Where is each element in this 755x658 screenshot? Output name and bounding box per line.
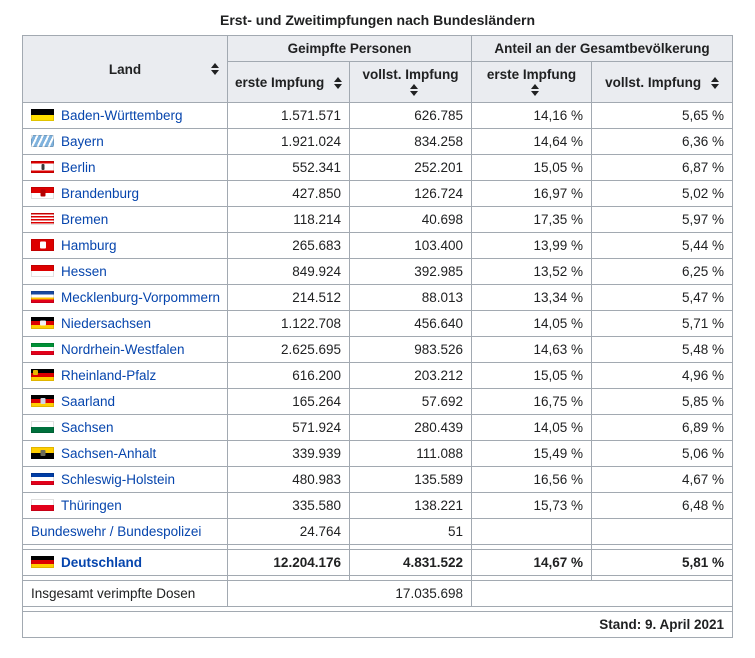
flag-icon bbox=[31, 317, 54, 329]
flag-emblem bbox=[40, 242, 46, 249]
flag-emblem bbox=[41, 164, 44, 170]
land-cell bbox=[23, 519, 228, 545]
flag-icon bbox=[31, 161, 54, 173]
land-cell bbox=[23, 415, 228, 441]
sort-icon bbox=[211, 63, 219, 75]
flag-icon bbox=[31, 421, 54, 433]
land-cell bbox=[23, 493, 228, 519]
erste-impfung-cell: 24.764 bbox=[228, 519, 350, 545]
land-cell bbox=[23, 155, 228, 181]
anteil-vollst-impfung-cell: 4,96 % bbox=[592, 363, 733, 389]
footer-row bbox=[23, 612, 733, 638]
anteil-vollst-impfung-cell: 5,81 % bbox=[592, 550, 733, 576]
anteil-vollst-impfung-cell: 5,48 % bbox=[592, 337, 733, 363]
doses-label: Insgesamt verimpfte Dosen bbox=[23, 581, 228, 607]
land-cell bbox=[23, 363, 228, 389]
table-row bbox=[23, 311, 733, 337]
land-cell bbox=[23, 337, 228, 363]
erste-impfung-cell: 265.683 bbox=[228, 233, 350, 259]
table-row bbox=[23, 363, 733, 389]
flag-emblem bbox=[40, 190, 45, 197]
anteil-erste-impfung-cell: 16,56 % bbox=[472, 467, 592, 493]
erste-impfung-cell: 1.571.571 bbox=[228, 103, 350, 129]
erste-impfung-cell: 427.850 bbox=[228, 181, 350, 207]
anteil-vollst-impfung-cell: 5,97 % bbox=[592, 207, 733, 233]
land-cell bbox=[23, 441, 228, 467]
column-header-erste-impfung-personen[interactable]: erste Impfung bbox=[228, 62, 350, 103]
flag-icon bbox=[31, 239, 54, 251]
anteil-vollst-impfung-cell: 5,06 % bbox=[592, 441, 733, 467]
erste-impfung-cell: 214.512 bbox=[228, 285, 350, 311]
land-cell bbox=[23, 389, 228, 415]
anteil-erste-impfung-cell: 14,05 % bbox=[472, 415, 592, 441]
doses-row bbox=[23, 581, 733, 607]
anteil-vollst-impfung-cell: 6,25 % bbox=[592, 259, 733, 285]
erste-impfung-cell: 849.924 bbox=[228, 259, 350, 285]
table-row bbox=[23, 441, 733, 467]
doses-value: 17.035.698 bbox=[228, 581, 472, 607]
vollst-impfung-cell: 392.985 bbox=[350, 259, 472, 285]
erste-impfung-cell: 480.983 bbox=[228, 467, 350, 493]
anteil-erste-impfung-cell: 13,34 % bbox=[472, 285, 592, 311]
vollst-impfung-cell: 138.221 bbox=[350, 493, 472, 519]
vollst-impfung-cell: 252.201 bbox=[350, 155, 472, 181]
column-header-land-label: Land bbox=[108, 61, 142, 77]
germany-flag-icon bbox=[31, 556, 54, 568]
vollst-impfung-cell: 626.785 bbox=[350, 103, 472, 129]
table-row bbox=[23, 337, 733, 363]
table-row bbox=[23, 207, 733, 233]
land-cell bbox=[23, 550, 228, 576]
anteil-erste-impfung-cell: 14,64 % bbox=[472, 129, 592, 155]
land-cell bbox=[23, 207, 228, 233]
anteil-erste-impfung-cell: 14,63 % bbox=[472, 337, 592, 363]
flag-icon bbox=[31, 135, 54, 147]
anteil-vollst-impfung-cell: 5,65 % bbox=[592, 103, 733, 129]
vollst-impfung-cell: 40.698 bbox=[350, 207, 472, 233]
erste-impfung-cell: 2.625.695 bbox=[228, 337, 350, 363]
column-header-erste-impfung-anteil[interactable]: erste Impfung bbox=[472, 62, 592, 103]
flag-icon bbox=[31, 395, 54, 407]
state-link[interactable]: Hamburg bbox=[61, 238, 117, 253]
erste-impfung-cell: 1.921.024 bbox=[228, 129, 350, 155]
anteil-erste-impfung-cell: 15,73 % bbox=[472, 493, 592, 519]
anteil-vollst-impfung-cell: 5,44 % bbox=[592, 233, 733, 259]
vaccination-table bbox=[22, 35, 733, 638]
state-link[interactable]: Bremen bbox=[61, 212, 109, 227]
flag-icon bbox=[31, 499, 54, 511]
anteil-vollst-impfung-cell: 5,02 % bbox=[592, 181, 733, 207]
state-link[interactable]: Schleswig-Holstein bbox=[61, 472, 176, 487]
state-link[interactable]: Sachsen bbox=[61, 420, 114, 435]
column-header-vollst-impfung-personen[interactable]: vollst. Impfung bbox=[350, 62, 472, 103]
anteil-erste-impfung-cell: 15,05 % bbox=[472, 155, 592, 181]
doses-empty-cell bbox=[472, 581, 733, 607]
anteil-vollst-impfung-cell: 4,67 % bbox=[592, 467, 733, 493]
stand-date: Stand: 9. April 2021 bbox=[23, 612, 733, 638]
erste-impfung-cell: 616.200 bbox=[228, 363, 350, 389]
vollst-impfung-cell: 834.258 bbox=[350, 129, 472, 155]
land-cell bbox=[23, 233, 228, 259]
vollst-impfung-cell: 456.640 bbox=[350, 311, 472, 337]
erste-impfung-cell: 335.580 bbox=[228, 493, 350, 519]
anteil-erste-impfung-cell: 16,75 % bbox=[472, 389, 592, 415]
anteil-vollst-impfung-cell: 5,85 % bbox=[592, 389, 733, 415]
land-cell bbox=[23, 285, 228, 311]
sort-icon bbox=[711, 77, 719, 89]
anteil-erste-impfung-cell: 17,35 % bbox=[472, 207, 592, 233]
state-link[interactable]: Mecklenburg-Vorpommern bbox=[61, 290, 221, 305]
state-link[interactable]: Rheinland-Pfalz bbox=[61, 368, 157, 383]
anteil-erste-impfung-cell: 16,97 % bbox=[472, 181, 592, 207]
state-link[interactable]: Saarland bbox=[61, 394, 116, 409]
vollst-impfung-cell: 57.692 bbox=[350, 389, 472, 415]
anteil-vollst-impfung-cell bbox=[592, 519, 733, 545]
flag-icon bbox=[31, 213, 54, 225]
table-row bbox=[23, 181, 733, 207]
land-cell bbox=[23, 467, 228, 493]
flag-emblem bbox=[40, 321, 46, 326]
erste-impfung-cell: 165.264 bbox=[228, 389, 350, 415]
erste-impfung-cell: 339.939 bbox=[228, 441, 350, 467]
vollst-impfung-cell: 203.212 bbox=[350, 363, 472, 389]
vollst-impfung-cell: 126.724 bbox=[350, 181, 472, 207]
table-row bbox=[23, 103, 733, 129]
table-title: Erst- und Zweitimpfungen nach Bundesländern bbox=[219, 12, 535, 28]
state-link[interactable]: Niedersachsen bbox=[61, 316, 152, 331]
state-link[interactable]: Berlin bbox=[61, 160, 96, 175]
vollst-impfung-cell: 111.088 bbox=[350, 441, 472, 467]
anteil-erste-impfung-cell: 14,16 % bbox=[472, 103, 592, 129]
sort-icon bbox=[334, 77, 342, 89]
table-row bbox=[23, 259, 733, 285]
flag-icon bbox=[31, 343, 54, 355]
column-group-anteil-gesamtbevoelkerung: Anteil an der Gesamtbevölkerung bbox=[472, 36, 733, 62]
anteil-erste-impfung-cell: 15,49 % bbox=[472, 441, 592, 467]
land-cell bbox=[23, 181, 228, 207]
state-link[interactable]: Baden-Württemberg bbox=[61, 108, 183, 123]
flag-icon bbox=[31, 109, 54, 121]
sort-icon bbox=[531, 84, 539, 96]
table-row bbox=[23, 389, 733, 415]
flag-icon bbox=[31, 473, 54, 485]
vollst-impfung-cell: 280.439 bbox=[350, 415, 472, 441]
anteil-erste-impfung-cell: 14,67 % bbox=[472, 550, 592, 576]
column-group-geimpfte-personen: Geimpfte Personen bbox=[228, 36, 472, 62]
table-row bbox=[23, 155, 733, 181]
table-row bbox=[23, 285, 733, 311]
anteil-erste-impfung-cell: 14,05 % bbox=[472, 311, 592, 337]
anteil-erste-impfung-cell: 13,52 % bbox=[472, 259, 592, 285]
state-link[interactable]: Deutschland bbox=[61, 555, 143, 570]
anteil-vollst-impfung-cell: 5,71 % bbox=[592, 311, 733, 337]
vollst-impfung-cell: 51 bbox=[350, 519, 472, 545]
vollst-impfung-cell: 88.013 bbox=[350, 285, 472, 311]
table-row bbox=[23, 467, 733, 493]
anteil-vollst-impfung-cell: 6,87 % bbox=[592, 155, 733, 181]
anteil-vollst-impfung-cell: 6,89 % bbox=[592, 415, 733, 441]
flag-icon bbox=[31, 447, 54, 459]
erste-impfung-cell: 571.924 bbox=[228, 415, 350, 441]
erste-impfung-cell: 552.341 bbox=[228, 155, 350, 181]
state-link[interactable]: Bundeswehr / Bundespolizei bbox=[31, 524, 202, 539]
flag-emblem bbox=[40, 450, 45, 456]
vollst-impfung-cell: 135.589 bbox=[350, 467, 472, 493]
anteil-vollst-impfung-cell: 5,47 % bbox=[592, 285, 733, 311]
state-link[interactable]: Thüringen bbox=[61, 498, 122, 513]
flag-emblem bbox=[40, 398, 45, 404]
header-group-row bbox=[23, 36, 733, 62]
state-link[interactable]: Nordrhein-Westfalen bbox=[61, 342, 185, 357]
flag-icon bbox=[31, 291, 54, 303]
table-row bbox=[23, 493, 733, 519]
total-row bbox=[23, 550, 733, 576]
flag-icon bbox=[31, 265, 54, 277]
table-row bbox=[23, 519, 733, 545]
land-cell bbox=[23, 129, 228, 155]
state-link[interactable]: Hessen bbox=[61, 264, 107, 279]
land-cell bbox=[23, 103, 228, 129]
column-header-land[interactable] bbox=[23, 36, 228, 103]
state-link[interactable]: Bayern bbox=[61, 134, 104, 149]
erste-impfung-cell: 118.214 bbox=[228, 207, 350, 233]
state-link[interactable]: Sachsen-Anhalt bbox=[61, 446, 157, 461]
state-link[interactable]: Brandenburg bbox=[61, 186, 140, 201]
column-header-vollst-impfung-anteil[interactable]: vollst. Impfung bbox=[592, 62, 733, 103]
vollst-impfung-cell: 103.400 bbox=[350, 233, 472, 259]
flag-icon bbox=[31, 187, 54, 199]
table-row bbox=[23, 233, 733, 259]
flag-emblem bbox=[33, 370, 38, 375]
table-row bbox=[23, 415, 733, 441]
erste-impfung-cell: 1.122.708 bbox=[228, 311, 350, 337]
flag-icon bbox=[31, 369, 54, 381]
anteil-vollst-impfung-cell: 6,48 % bbox=[592, 493, 733, 519]
land-cell bbox=[23, 311, 228, 337]
anteil-erste-impfung-cell: 13,99 % bbox=[472, 233, 592, 259]
erste-impfung-cell: 12.204.176 bbox=[228, 550, 350, 576]
anteil-erste-impfung-cell bbox=[472, 519, 592, 545]
sort-icon bbox=[410, 84, 418, 96]
vollst-impfung-cell: 4.831.522 bbox=[350, 550, 472, 576]
table-row bbox=[23, 129, 733, 155]
vollst-impfung-cell: 983.526 bbox=[350, 337, 472, 363]
anteil-vollst-impfung-cell: 6,36 % bbox=[592, 129, 733, 155]
anteil-erste-impfung-cell: 15,05 % bbox=[472, 363, 592, 389]
land-cell bbox=[23, 259, 228, 285]
